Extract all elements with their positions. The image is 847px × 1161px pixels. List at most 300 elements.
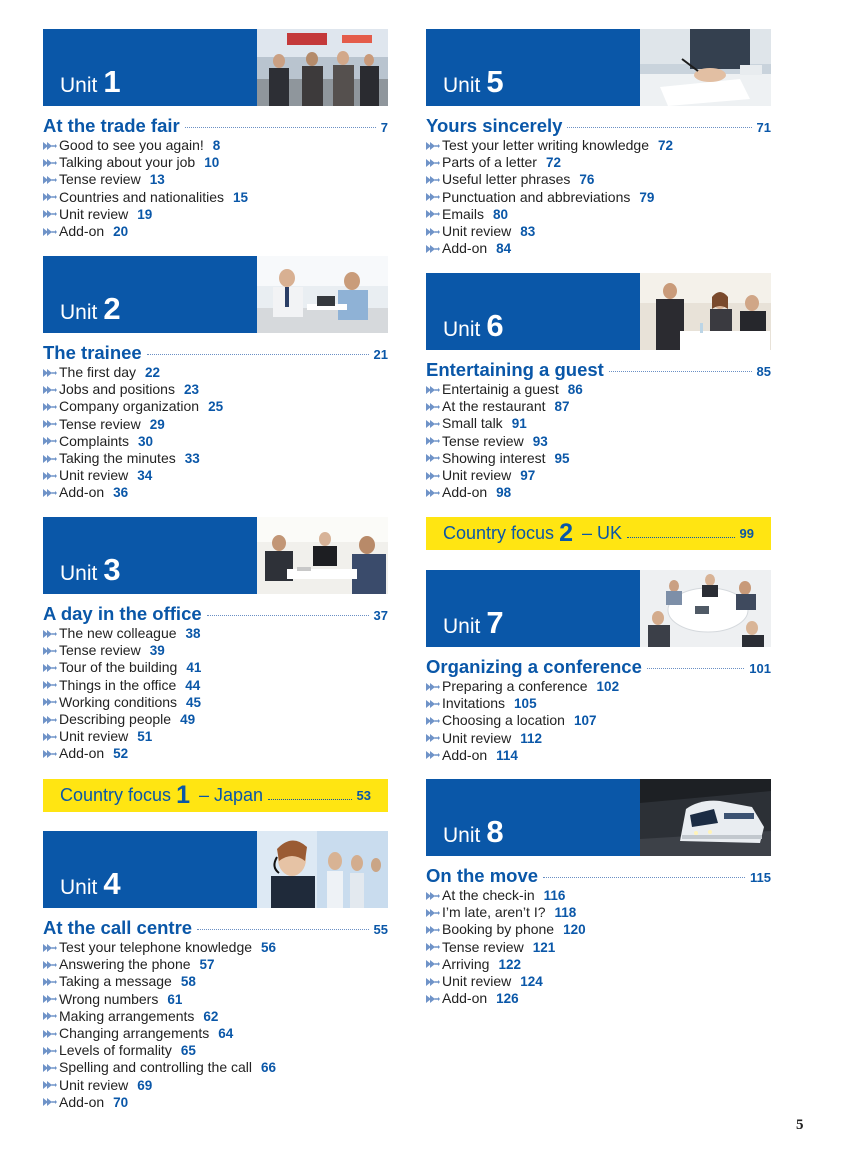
topic-text: Showing interest — [442, 449, 546, 466]
topic-item[interactable] — [43, 381, 388, 398]
unit-title[interactable]: At the trade fair — [43, 115, 180, 136]
topic-page-number: 57 — [199, 957, 215, 973]
country-focus-country: – UK — [581, 523, 622, 543]
unit-4-section — [43, 831, 388, 1111]
topic-item[interactable] — [426, 398, 771, 415]
topic-text: Add-on — [59, 484, 105, 501]
topic-text: Entertainig a guest — [442, 381, 559, 397]
topic-list — [43, 625, 388, 763]
unit-page-number: 21 — [373, 347, 388, 362]
dot-leader — [185, 127, 376, 128]
topic-item[interactable] — [43, 642, 388, 659]
unit-label: Unit 5 — [443, 64, 504, 99]
topic-page-number: 15 — [233, 189, 249, 205]
call-centre-photo — [257, 831, 388, 908]
unit-title[interactable]: At the call centre — [43, 917, 193, 938]
topic-page-number: 66 — [261, 1060, 277, 1076]
country-focus-country: – Japan — [198, 785, 264, 805]
arrow-bullet-icon — [43, 386, 59, 394]
topic-item[interactable] — [426, 904, 771, 921]
topic-page-number: 124 — [520, 973, 543, 989]
arrow-bullet-icon — [426, 228, 442, 236]
topic-text: Things in the office — [59, 676, 177, 693]
dot-leader — [147, 354, 369, 355]
topic-page-number: 72 — [658, 138, 674, 153]
topic-page-number: 95 — [554, 450, 570, 466]
topic-text: Wrong numbers — [59, 990, 159, 1007]
arrow-bullet-icon — [426, 892, 442, 900]
topic-page-number: 112 — [520, 730, 543, 746]
topic-item[interactable] — [426, 467, 771, 484]
topic-page-number: 22 — [145, 365, 161, 380]
country-focus-1[interactable] — [43, 779, 388, 812]
topic-item[interactable] — [426, 154, 771, 171]
unit-banner — [43, 517, 257, 594]
topic-item[interactable] — [43, 467, 388, 484]
country-focus-label: Country focus — [443, 523, 555, 543]
topic-item[interactable] — [426, 695, 771, 712]
topic-item[interactable] — [426, 240, 771, 257]
topic-item[interactable] — [43, 711, 388, 728]
topic-page-number: 62 — [203, 1008, 219, 1024]
arrow-bullet-icon — [43, 664, 59, 672]
arrow-bullet-icon — [43, 1030, 59, 1038]
topic-text: Answering the phone — [59, 956, 191, 973]
topic-item[interactable] — [43, 1077, 388, 1094]
topic-item[interactable] — [426, 973, 771, 990]
topic-page-number: 114 — [496, 747, 518, 763]
arrow-bullet-icon — [43, 159, 59, 167]
dot-leader — [543, 877, 745, 878]
arrow-bullet-icon — [43, 228, 59, 236]
unit-header — [43, 831, 388, 908]
arrow-bullet-icon — [43, 1012, 59, 1020]
topic-item[interactable] — [43, 956, 388, 973]
unit-title-row — [426, 656, 771, 678]
topic-item[interactable] — [426, 990, 771, 1007]
topic-item[interactable] — [426, 887, 771, 904]
topic-item[interactable] — [43, 364, 388, 381]
arrow-bullet-icon — [426, 437, 442, 445]
arrow-bullet-icon — [426, 734, 442, 742]
unit-banner — [426, 29, 640, 106]
arrow-bullet-icon — [43, 403, 59, 411]
unit-header — [426, 570, 771, 647]
topic-text: Preparing a conference — [442, 678, 588, 694]
arrow-bullet-icon — [426, 245, 442, 253]
topic-list — [426, 137, 771, 257]
topic-text: Levels of formality — [59, 1042, 172, 1059]
topic-item[interactable] — [43, 433, 388, 450]
unit-title[interactable]: On the move — [426, 865, 539, 886]
topic-item[interactable] — [43, 206, 388, 223]
topic-text: Spelling and controlling the call — [59, 1059, 253, 1076]
dot-leader — [268, 799, 352, 800]
topic-text: Tense review — [442, 938, 524, 955]
topic-item[interactable] — [43, 189, 388, 206]
topic-item[interactable] — [43, 728, 388, 745]
arrow-bullet-icon — [426, 176, 442, 184]
arrow-bullet-icon — [43, 733, 59, 741]
arrow-bullet-icon — [43, 437, 59, 445]
topic-page-number: 64 — [218, 1025, 234, 1041]
topic-text: Booking by phone — [442, 921, 555, 938]
topic-page-number: 120 — [563, 922, 586, 938]
topic-item[interactable] — [43, 223, 388, 240]
topic-text: Unit review — [59, 728, 129, 745]
arrow-bullet-icon — [43, 1047, 59, 1055]
topic-text: Jobs and positions — [59, 381, 175, 398]
unit-title[interactable]: The trainee — [43, 342, 142, 363]
topic-page-number: 49 — [180, 711, 196, 727]
topic-page-number: 87 — [554, 399, 570, 415]
arrow-bullet-icon — [43, 978, 59, 986]
topic-text: Taking a message — [59, 973, 172, 990]
dot-leader — [609, 371, 752, 372]
unit-header — [426, 779, 771, 856]
topic-page-number: 29 — [149, 416, 165, 432]
restaurant-photo — [640, 273, 771, 350]
topic-page-number: 39 — [149, 643, 165, 659]
arrow-bullet-icon — [426, 210, 442, 218]
topic-text: The new colleague — [59, 625, 177, 641]
unit-banner — [43, 831, 257, 908]
topic-text: Countries and nationalities — [59, 188, 224, 205]
topic-text: At the restaurant — [442, 398, 546, 415]
unit-3-section — [43, 517, 388, 763]
topic-text: Useful letter phrases — [442, 171, 571, 188]
unit-label: Unit 1 — [60, 64, 121, 99]
topic-text: Unit review — [442, 972, 512, 989]
topic-page-number: 36 — [113, 485, 129, 501]
unit-header — [43, 29, 388, 106]
arrow-bullet-icon — [43, 698, 59, 706]
topic-page-number: 121 — [532, 939, 556, 955]
topic-text: Taking the minutes — [59, 449, 176, 466]
arrow-bullet-icon — [426, 751, 442, 759]
arrow-bullet-icon — [426, 193, 442, 201]
unit-1-section — [43, 29, 388, 240]
arrow-bullet-icon — [426, 386, 442, 394]
dot-leader — [627, 537, 735, 538]
topic-page-number: 51 — [137, 729, 153, 745]
topic-page-number: 91 — [511, 416, 527, 432]
arrow-bullet-icon — [426, 909, 442, 917]
arrow-bullet-icon — [43, 647, 59, 655]
topic-text: Complaints — [59, 432, 130, 449]
unit-banner — [426, 779, 640, 856]
writing-letter-photo — [640, 29, 771, 106]
topic-item[interactable] — [426, 678, 771, 695]
unit-label: Unit 4 — [60, 866, 121, 901]
topic-item[interactable] — [426, 206, 771, 223]
unit-6-section — [426, 273, 771, 501]
topic-item[interactable] — [426, 171, 771, 188]
unit-label: Unit 8 — [443, 814, 504, 849]
topic-item[interactable] — [43, 484, 388, 501]
topic-item[interactable] — [43, 1094, 388, 1111]
unit-banner — [43, 256, 257, 333]
topic-page-number: 84 — [496, 241, 512, 257]
unit-title-row — [426, 115, 771, 137]
topic-text: Company organization — [59, 398, 200, 415]
dot-leader — [647, 668, 744, 669]
topic-page-number: 126 — [496, 991, 519, 1007]
arrow-bullet-icon — [43, 176, 59, 184]
topic-item[interactable] — [43, 745, 388, 762]
arrow-bullet-icon — [426, 717, 442, 725]
topic-text: Parts of a letter — [442, 154, 537, 171]
topic-page-number: 30 — [138, 433, 154, 449]
topic-page-number: 116 — [543, 888, 566, 903]
unit-page-number: 115 — [750, 870, 771, 885]
topic-list — [426, 887, 771, 1007]
unit-banner — [426, 570, 640, 647]
topic-page-number: 45 — [186, 694, 202, 710]
arrow-bullet-icon — [426, 978, 442, 986]
arrow-bullet-icon — [426, 159, 442, 167]
topic-text: Test your letter writing knowledge — [442, 137, 649, 153]
country-focus-page-number: 53 — [356, 788, 371, 803]
country-focus-number: 1 — [176, 781, 190, 809]
topic-item[interactable] — [426, 415, 771, 432]
unit-title-row — [43, 917, 388, 939]
arrow-bullet-icon — [426, 995, 442, 1003]
topic-text: Add-on — [59, 745, 105, 762]
topic-page-number: 33 — [184, 450, 200, 466]
topic-item[interactable] — [426, 730, 771, 747]
unit-title-row — [43, 603, 388, 625]
topic-page-number: 56 — [261, 940, 277, 955]
topic-page-number: 58 — [180, 974, 196, 990]
unit-label: Unit 3 — [60, 552, 121, 587]
topic-item[interactable] — [426, 450, 771, 467]
topic-item[interactable] — [43, 694, 388, 711]
topic-item[interactable] — [43, 1008, 388, 1025]
topic-page-number: 102 — [596, 679, 620, 694]
arrow-bullet-icon — [43, 944, 59, 952]
arrow-bullet-icon — [43, 420, 59, 428]
country-focus-page-number: 99 — [739, 526, 754, 541]
topic-text: Unit review — [59, 1076, 129, 1093]
topic-item[interactable] — [426, 223, 771, 240]
dot-leader — [197, 929, 368, 930]
page-number: 5 — [796, 1117, 804, 1133]
unit-page-number: 37 — [373, 608, 388, 623]
topic-item[interactable] — [426, 433, 771, 450]
topic-text: Invitations — [442, 695, 506, 712]
topic-page-number: 107 — [573, 713, 597, 729]
arrow-bullet-icon — [426, 683, 442, 691]
topic-item[interactable] — [43, 1025, 388, 1042]
arrow-bullet-icon — [426, 489, 442, 497]
unit-title[interactable]: Organizing a conference — [426, 656, 642, 677]
unit-title[interactable]: Entertaining a guest — [426, 359, 604, 380]
arrow-bullet-icon — [43, 1064, 59, 1072]
topic-text: Add-on — [442, 484, 488, 501]
arrow-bullet-icon — [43, 1081, 59, 1089]
arrow-bullet-icon — [43, 681, 59, 689]
topic-item[interactable] — [426, 747, 771, 764]
topic-item[interactable] — [43, 659, 388, 676]
topic-item[interactable] — [426, 381, 771, 398]
topic-item[interactable] — [426, 484, 771, 501]
topic-text: Good to see you again! — [59, 137, 204, 153]
arrow-bullet-icon — [426, 700, 442, 708]
trade-fair-photo — [257, 29, 388, 106]
arrow-bullet-icon — [43, 369, 59, 377]
arrow-bullet-icon — [43, 210, 59, 218]
arrow-bullet-icon — [43, 142, 59, 150]
topic-item[interactable] — [43, 1042, 388, 1059]
topic-page-number: 52 — [113, 746, 129, 762]
topic-list — [426, 381, 771, 501]
topic-text: Add-on — [442, 240, 488, 257]
topic-page-number: 23 — [183, 382, 199, 398]
topic-item[interactable] — [43, 398, 388, 415]
unit-header — [43, 256, 388, 333]
topic-text: Unit review — [442, 222, 512, 239]
unit-title-row — [43, 342, 388, 364]
topic-page-number: 19 — [137, 206, 153, 222]
arrow-bullet-icon — [43, 961, 59, 969]
topic-text: I’m late, aren’t I? — [442, 904, 546, 921]
unit-title-row — [426, 359, 771, 381]
topic-item[interactable] — [43, 625, 388, 642]
train-photo — [640, 779, 771, 856]
arrow-bullet-icon — [426, 472, 442, 480]
trainee-office-photo — [257, 256, 388, 333]
topic-page-number: 86 — [567, 382, 583, 397]
topic-page-number: 61 — [167, 991, 183, 1007]
arrow-bullet-icon — [426, 454, 442, 462]
country-focus-label: Country focus — [60, 785, 172, 805]
unit-5-section — [426, 29, 771, 257]
topic-page-number: 93 — [532, 433, 548, 449]
topic-item[interactable] — [43, 154, 388, 171]
unit-banner — [43, 29, 257, 106]
topic-text: Tense review — [442, 432, 524, 449]
arrow-bullet-icon — [43, 750, 59, 758]
topic-item[interactable] — [426, 921, 771, 938]
country-focus-2[interactable] — [426, 517, 771, 550]
topic-page-number: 10 — [204, 155, 220, 171]
topic-page-number: 20 — [113, 223, 129, 239]
country-focus-number: 2 — [559, 519, 573, 547]
unit-2-section — [43, 256, 388, 502]
topic-text: Making arrangements — [59, 1007, 195, 1024]
dot-leader — [567, 127, 751, 128]
topic-item[interactable] — [43, 171, 388, 188]
topic-page-number: 98 — [496, 485, 512, 501]
topic-page-number: 41 — [186, 660, 202, 676]
unit-label: Unit 2 — [60, 291, 121, 326]
topic-page-number: 83 — [520, 223, 536, 239]
topic-text: Unit review — [442, 729, 512, 746]
topic-text: Working conditions — [59, 693, 178, 710]
arrow-bullet-icon — [426, 960, 442, 968]
topic-page-number: 25 — [208, 399, 224, 415]
topic-text: Tense review — [59, 415, 141, 432]
unit-title[interactable]: A day in the office — [43, 603, 202, 624]
conference-table-photo — [640, 570, 771, 647]
topic-page-number: 69 — [137, 1077, 153, 1093]
topic-text: Add-on — [442, 746, 488, 763]
topic-page-number: 34 — [137, 468, 153, 484]
unit-page-number: 55 — [373, 922, 388, 937]
topic-item[interactable] — [43, 991, 388, 1008]
topic-page-number: 72 — [545, 155, 561, 171]
arrow-bullet-icon — [43, 472, 59, 480]
topic-item[interactable] — [426, 137, 771, 154]
topic-page-number: 76 — [579, 172, 595, 188]
arrow-bullet-icon — [43, 630, 59, 638]
topic-page-number: 79 — [639, 189, 655, 205]
topic-item[interactable] — [43, 939, 388, 956]
unit-page-number: 85 — [756, 364, 771, 379]
topic-text: Punctuation and abbreviations — [442, 188, 631, 205]
topic-item[interactable] — [43, 677, 388, 694]
unit-page-number: 71 — [756, 120, 771, 135]
topic-item[interactable] — [426, 939, 771, 956]
topic-page-number: 70 — [113, 1094, 129, 1110]
arrow-bullet-icon — [43, 995, 59, 1003]
arrow-bullet-icon — [426, 926, 442, 934]
topic-text: Tour of the building — [59, 659, 178, 676]
topic-text: Add-on — [59, 222, 105, 239]
topic-text: Add-on — [59, 1093, 105, 1110]
topic-text: Tense review — [59, 642, 141, 659]
unit-label: Unit 7 — [443, 605, 504, 640]
topic-item[interactable] — [426, 189, 771, 206]
topic-page-number: 122 — [498, 956, 521, 972]
arrow-bullet-icon — [43, 716, 59, 724]
unit-title-row — [43, 115, 388, 137]
arrow-bullet-icon — [426, 943, 442, 951]
topic-text: Changing arrangements — [59, 1024, 210, 1041]
unit-header — [426, 29, 771, 106]
topic-item[interactable] — [43, 450, 388, 467]
topic-item[interactable] — [426, 956, 771, 973]
arrow-bullet-icon — [43, 1098, 59, 1106]
arrow-bullet-icon — [43, 193, 59, 201]
topic-text: At the check-in — [442, 887, 535, 903]
topic-item[interactable] — [426, 712, 771, 729]
unit-page-number: 7 — [380, 120, 388, 135]
topic-item[interactable] — [43, 137, 388, 154]
arrow-bullet-icon — [426, 142, 442, 150]
topic-text: Describing people — [59, 710, 172, 727]
topic-item[interactable] — [43, 1059, 388, 1076]
topic-item[interactable] — [43, 416, 388, 433]
topic-text: Test your telephone knowledge — [59, 939, 253, 955]
meeting-photo — [257, 517, 388, 594]
unit-header — [426, 273, 771, 350]
topic-page-number: 8 — [212, 138, 221, 153]
topic-list — [43, 137, 388, 240]
unit-banner — [426, 273, 640, 350]
arrow-bullet-icon — [43, 489, 59, 497]
topic-text: Emails — [442, 205, 485, 222]
unit-8-section — [426, 779, 771, 1007]
topic-item[interactable] — [43, 973, 388, 990]
unit-title[interactable]: Yours sincerely — [426, 115, 563, 136]
topic-text: Add-on — [442, 990, 488, 1007]
topic-text: Tense review — [59, 171, 141, 188]
topic-list — [43, 364, 388, 502]
topic-text: Unit review — [59, 205, 129, 222]
topic-text: The first day — [59, 364, 137, 380]
